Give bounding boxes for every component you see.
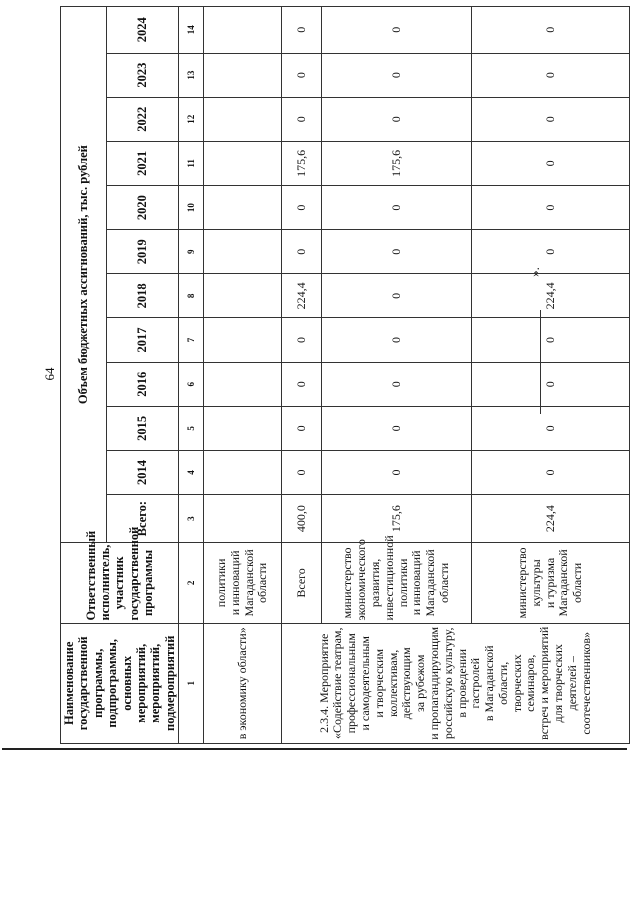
row-value: 0 [322,230,472,274]
row-value: 0 [472,230,630,274]
row-program-name: 2.3.4. Мероприятие «Содействие театрам, профессиональным и самодеятельным и творческим коллективам, действующим за рубежом и пропагандирующим российскую культуру, в проведении гастролей в Магаданской области, творческих семинаров, встреч и мероприятий для творческих деятелей – соотечественников» [282,623,630,743]
row-value [204,406,282,450]
row-total: 224,4 [472,495,630,543]
column-number: 3 [179,495,204,543]
row-executor: министерство культуры и туризма Магаданской области [472,543,630,623]
row-value: 0 [322,97,472,141]
row-value: 0 [322,7,472,54]
header-budget: Объем бюджетных ассигнований, тыс. рублей [61,7,107,543]
column-number: 7 [179,318,204,362]
header-year: 2015 [106,406,178,450]
closing-quote-mark: ». [527,267,542,277]
row-total [204,495,282,543]
column-number: 1 [179,623,204,743]
header-year: 2021 [106,141,178,185]
row-value [204,141,282,185]
row-value: 0 [322,450,472,494]
row-value: 0 [322,185,472,229]
row-value: 0 [472,53,630,97]
row-total: 175,6 [322,495,472,543]
header-executor: Ответственный исполнитель, участник государственной программы [61,543,179,623]
header-year: 2019 [106,230,178,274]
row-value: 0 [282,7,322,54]
row-value: 224,4 [282,274,322,318]
column-number: 14 [179,7,204,54]
column-number: 5 [179,406,204,450]
row-executor: Всего [282,543,322,623]
column-number: 10 [179,185,204,229]
header-year: 2022 [106,97,178,141]
row-executor: министерство экономического развития, инвестиционной политики и инноваций Магаданской области [322,543,472,623]
row-value: 0 [322,274,472,318]
row-value: 0 [472,362,630,406]
column-number: 8 [179,274,204,318]
row-program-name: в экономику области» [204,623,282,743]
row-value: 175,6 [282,141,322,185]
row-value [204,97,282,141]
row-value [204,450,282,494]
column-number: 2 [179,543,204,623]
header-year: 2016 [106,362,178,406]
horizontal-rule [2,748,627,750]
row-value [204,53,282,97]
column-number: 12 [179,97,204,141]
column-number: 11 [179,141,204,185]
header-year: 2020 [106,185,178,229]
row-value: 0 [472,141,630,185]
column-number: 6 [179,362,204,406]
row-value: 224,4 [472,274,630,318]
header-year: 2017 [106,318,178,362]
row-value: 0 [282,53,322,97]
header-year: 2024 [106,7,178,54]
row-value [204,318,282,362]
row-value [204,230,282,274]
row-value: 175,6 [322,141,472,185]
row-value: 0 [322,318,472,362]
row-value: 0 [322,53,472,97]
row-value: 0 [472,450,630,494]
column-number: 9 [179,230,204,274]
row-value: 0 [282,185,322,229]
table-row [204,7,282,744]
budget-table-container [60,6,593,744]
header-program-name: Наименование государственной программы, подпрограммы, основных мероприятий, мероприятий, подмероприятий [61,623,179,743]
row-value: 0 [322,362,472,406]
row-value [204,274,282,318]
row-total: 400,0 [282,495,322,543]
row-value: 0 [472,318,630,362]
row-value: 0 [282,97,322,141]
row-value: 0 [322,406,472,450]
page-number: 64 [42,367,57,381]
column-number: 4 [179,450,204,494]
row-value: 0 [472,97,630,141]
header-year: 2023 [106,53,178,97]
header-year: 2014 [106,450,178,494]
header-year: 2018 [106,274,178,318]
row-value: 0 [472,185,630,229]
header-total: Всего: [106,495,178,543]
row-value [204,362,282,406]
row-value: 0 [282,362,322,406]
row-value: 0 [472,406,630,450]
row-value [204,185,282,229]
row-value [204,7,282,54]
row-value: 0 [282,406,322,450]
row-executor: политики и инноваций Магаданской области [204,543,282,623]
row-value: 0 [282,318,322,362]
row-value: 0 [282,450,322,494]
table-row [282,7,322,744]
row-value: 0 [282,230,322,274]
budget-table [60,6,630,744]
row-value: 0 [472,7,630,54]
column-number: 13 [179,53,204,97]
